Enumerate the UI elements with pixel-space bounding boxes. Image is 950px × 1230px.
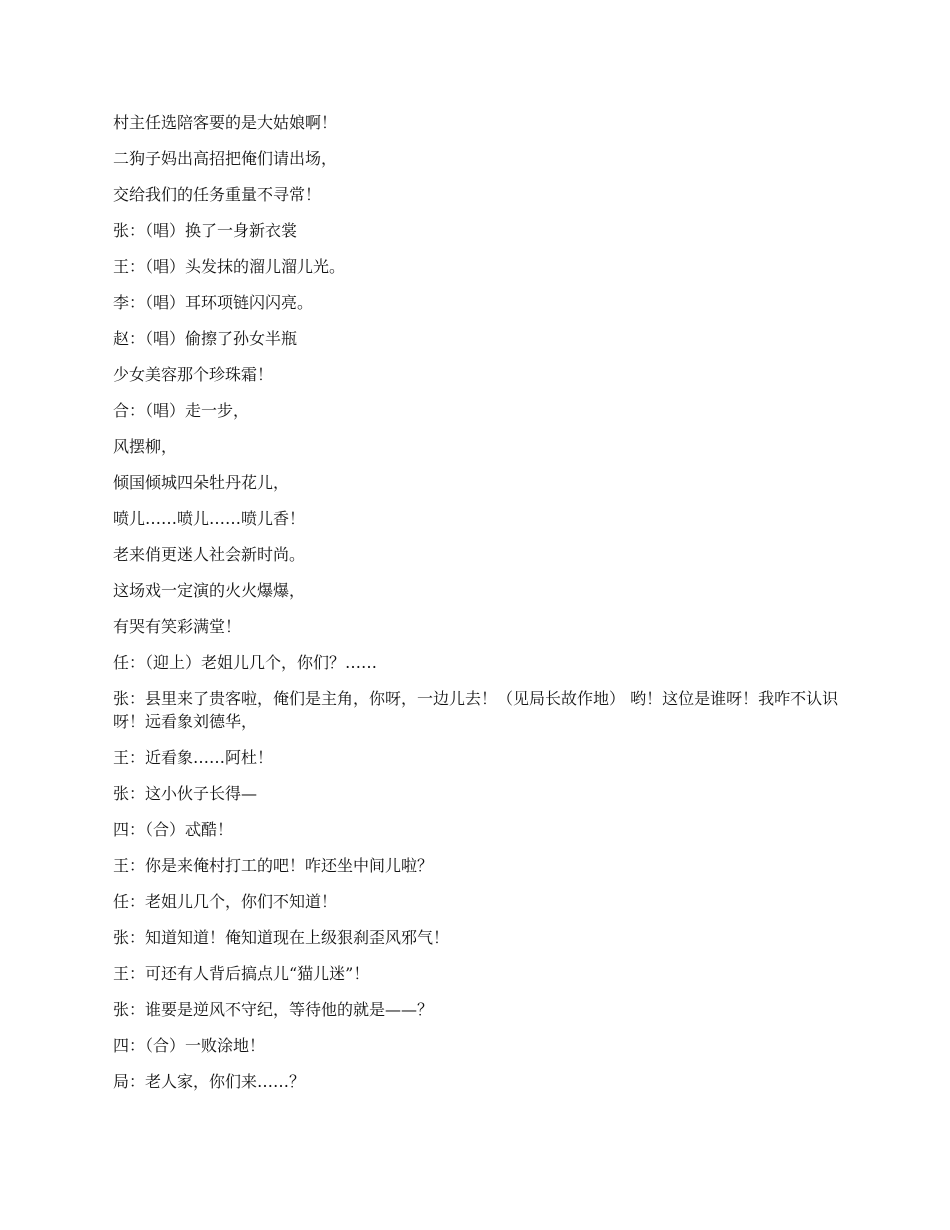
text-line: 合：（唱）走一步， (113, 401, 250, 420)
text-line: 有哭有笑彩满堂！ (113, 617, 242, 636)
text-line: 王：近看象……阿杜！ (113, 748, 274, 767)
text-line: 王：（唱）头发抹的溜儿溜儿光。 (113, 257, 346, 276)
text-line: 李：（唱）耳环项链闪闪亮。 (113, 293, 314, 312)
text-line: 少女美容那个珍珠霜！ (113, 365, 274, 384)
text-line: 风摆柳， (113, 437, 178, 456)
script-text-body (113, 111, 843, 1106)
text-line: 老来俏更迷人社会新时尚。 (113, 545, 306, 564)
text-line: 张：（唱）换了一身新衣裳 (113, 221, 298, 240)
text-line: 张：这小伙子长得— (113, 784, 258, 803)
text-line: 任：（迎上）老姐儿几个，你们？…… (113, 653, 378, 672)
text-line: 倾国倾城四朵牡丹花儿， (113, 473, 290, 492)
text-line: 张：县里来了贵客啦，俺们是主角，你呀，一边儿去！（见局长故作地） 哟！这位是谁呀！我咋不认识呀！远看象刘德华， (113, 689, 839, 731)
text-line: 王：可还有人背后搞点儿“猫儿迷”！ (113, 964, 370, 983)
text-line: 二狗子妈出高招把俺们请出场， (113, 149, 338, 168)
text-line: 赵：（唱）偷擦了孙女半瓶 (113, 329, 298, 348)
text-line: 四：（合）一败涂地！ (113, 1036, 266, 1055)
text-line: 局：老人家，你们来……？ (113, 1072, 306, 1091)
text-line: 交给我们的任务重量不寻常！ (113, 185, 322, 204)
text-line: 任：老姐儿几个，你们不知道！ (113, 892, 338, 911)
text-line: 四：（合）忒酷！ (113, 820, 234, 839)
text-line: 喷儿……喷儿……喷儿香！ (113, 509, 306, 528)
text-line: 村主任选陪客要的是大姑娘啊！ (113, 113, 338, 132)
text-line: 张：谁要是逆风不守纪，等待他的就是——？ (113, 1000, 434, 1019)
text-line: 张：知道知道！俺知道现在上级狠刹歪风邪气！ (113, 928, 450, 947)
text-line: 王：你是来俺村打工的吧！咋还坐中间儿啦？ (113, 856, 434, 875)
text-line: 这场戏一定演的火火爆爆， (113, 581, 306, 600)
